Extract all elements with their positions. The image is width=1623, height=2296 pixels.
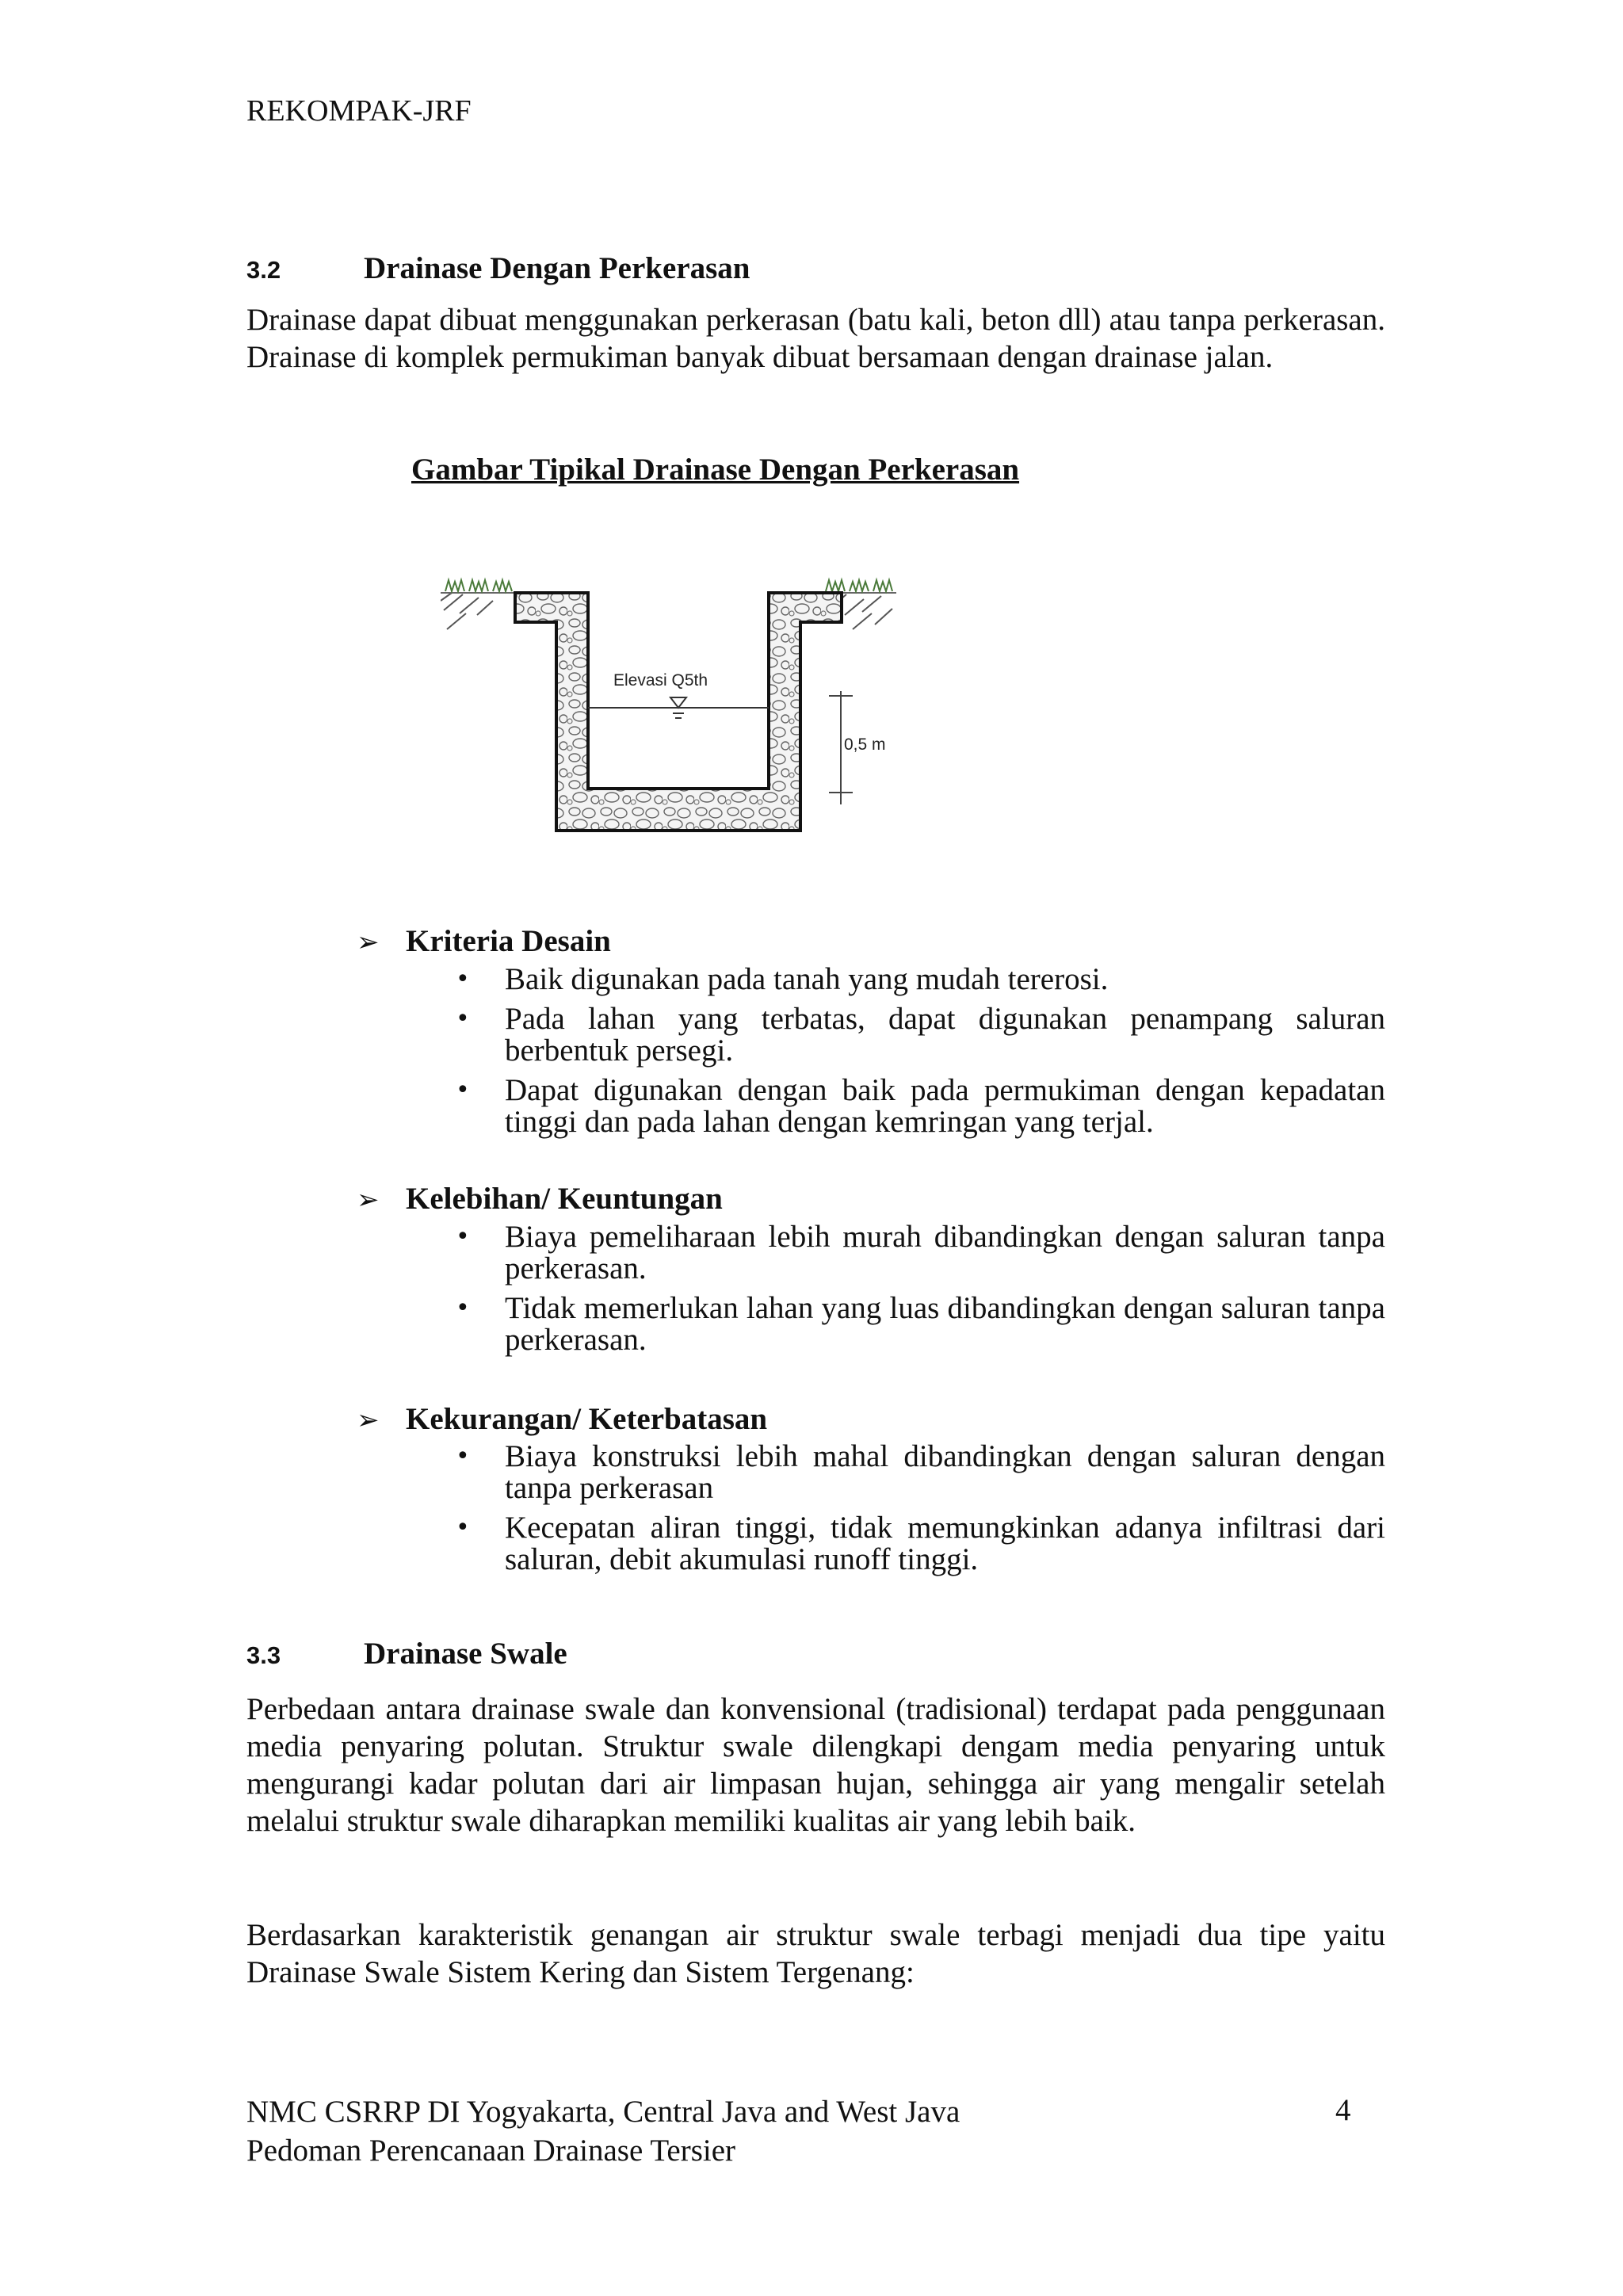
arrow-bullet-icon: ➢ bbox=[357, 926, 380, 958]
section-3-3-paragraph-1: Perbedaan antara drainase swale dan konvensional (tradisional) terdapat pada penggunaan media penyaring polutan. Struktur swale dilengkapi dengam media penyaring untuk mengurangi kadar polutan dari air limpasan hujan, sehingga air yang mengalir setelah melalui struktur swale diharapkan memiliki kualitas air yang lebih baik. bbox=[246, 1692, 1385, 1838]
section-3-3-paragraph-2: Berdasarkan karakteristik genangan air struktur swale terbagi menjadi dua tipe yaitu Drainase Swale Sistem Kering dan Sistem Tergenang: bbox=[246, 1918, 1385, 1989]
list-item: • Dapat digunakan dengan baik pada permukiman dengan kepadatan tinggi dan pada lahan dengan kemringan yang terjal. bbox=[456, 1073, 1385, 1139]
heading-text: Kelebihan/ Keuntungan bbox=[406, 1182, 723, 1216]
running-header: REKOMPAK-JRF bbox=[246, 94, 472, 128]
bullet-dot-icon: • bbox=[456, 1514, 470, 1541]
arrow-bullet-icon: ➢ bbox=[357, 1184, 380, 1216]
label-elevasi: Elevasi Q5th bbox=[613, 671, 708, 690]
footer-line-1: NMC CSRRP DI Yogyakarta, Central Java and West Java bbox=[246, 2095, 960, 2129]
list-item: • Tidak memerlukan lahan yang luas dibandingkan dengan saluran tanpa perkerasan. bbox=[456, 1291, 1385, 1357]
arrow-bullet-icon: ➢ bbox=[357, 1404, 380, 1436]
footer-line-2: Pedoman Perencanaan Drainase Tersier bbox=[246, 2134, 736, 2168]
list-item: • Kecepatan aliran tinggi, tidak memungkinkan adanya infiltrasi dari saluran, debit akumulasi runoff tinggi. bbox=[456, 1511, 1385, 1576]
page-number: 4 bbox=[1335, 2093, 1351, 2127]
bullet-dot-icon: • bbox=[456, 1005, 470, 1033]
section-number: 3.3 bbox=[246, 1641, 281, 1669]
bullet-dot-icon: • bbox=[456, 965, 470, 993]
heading-text: Kriteria Desain bbox=[406, 924, 611, 958]
section-title: Drainase Dengan Perkerasan bbox=[364, 251, 750, 285]
kekurangan-heading bbox=[357, 1401, 767, 1437]
grass-tufts bbox=[445, 580, 892, 591]
kriteria-heading bbox=[357, 923, 611, 959]
masonry-channel bbox=[515, 593, 842, 831]
heading-text: Kekurangan/ Keterbatasan bbox=[406, 1402, 768, 1436]
soil-hatch-left bbox=[441, 593, 493, 629]
section-3-3-heading bbox=[246, 1636, 567, 1671]
section-number: 3.2 bbox=[246, 256, 281, 284]
list-item: • Biaya pemeliharaan lebih murah dibandingkan dengan saluran tanpa perkerasan. bbox=[456, 1220, 1385, 1286]
kelebihan-heading bbox=[357, 1181, 723, 1217]
list-item: • Baik digunakan pada tanah yang mudah tererosi. bbox=[456, 962, 1109, 996]
list-item: • Biaya konstruksi lebih mahal dibandingkan dengan saluran dengan tanpa perkerasan bbox=[456, 1439, 1385, 1505]
bullet-dot-icon: • bbox=[456, 1223, 470, 1251]
page-footer bbox=[246, 2092, 960, 2170]
section-3-2-paragraph: Drainase dapat dibuat menggunakan perkerasan (batu kali, beton dll) atau tanpa perkerasan. Drainase di komplek permukiman banyak dibuat bersamaan dengan drainase jalan. bbox=[246, 303, 1385, 374]
section-title: Drainase Swale bbox=[364, 1637, 567, 1671]
bullet-dot-icon: • bbox=[456, 1076, 470, 1104]
drainage-cross-section-figure bbox=[441, 563, 896, 842]
label-depth: 0,5 m bbox=[844, 735, 886, 754]
bullet-dot-icon: • bbox=[456, 1294, 470, 1322]
section-3-2-heading bbox=[246, 250, 750, 286]
list-item: • Pada lahan yang terbatas, dapat digunakan penampang saluran berbentuk persegi. bbox=[456, 1002, 1385, 1068]
figure-title: Gambar Tipikal Drainase Dengan Perkerasan bbox=[411, 453, 1020, 487]
bullet-dot-icon: • bbox=[456, 1442, 470, 1470]
